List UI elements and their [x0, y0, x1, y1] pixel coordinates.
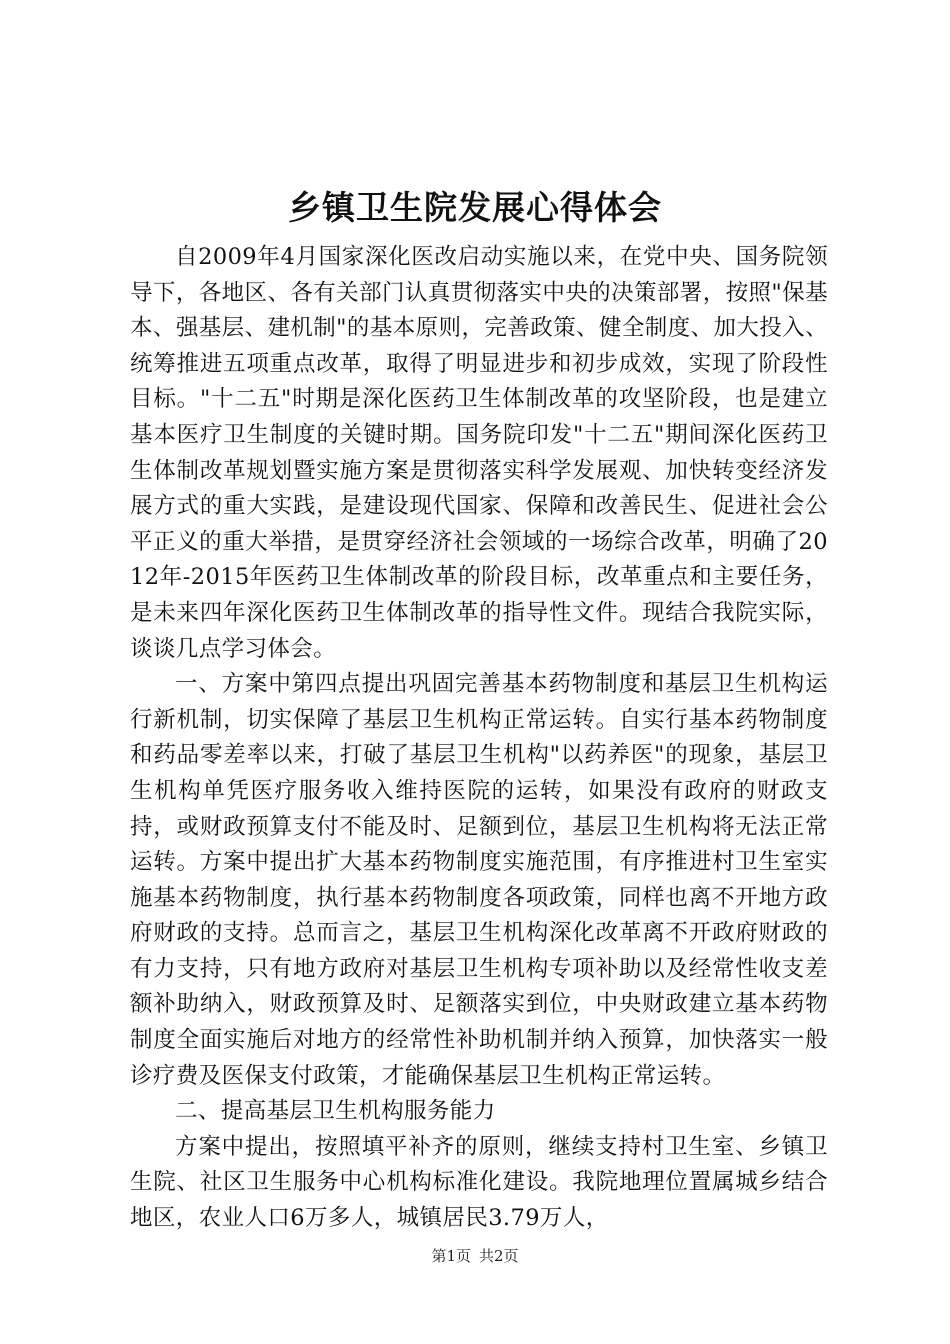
- section-heading-two: 二、提高基层卫生机构服务能力: [175, 1098, 496, 1125]
- document-title: 乡镇卫生院发展心得体会: [288, 188, 662, 227]
- page-footer: [0, 1246, 950, 1266]
- paragraph-intro: 自2009年4月国家深化医改启动实施以来，在党中央、国务院领导下，各地区、各有关部门认真贯彻落实中央的决策部署，按照"保基本、强基层、建机制"的基本原则，完善政策、健全制度、加大投入、统筹推进五项重点改革，取得了明显进步和初步成效，实现了阶段性目标。"十二五"时期是深化医药卫生体制改革的攻坚阶段，也是建立基本医疗卫生制度的关键时期。国务院印发"十二五"期间深化医药卫生体制改革规划暨实施方案是贯彻落实科学发展观、加快转变经济发展方式的重大实践，是建设现代国家、保障和改善民生、促进社会公平正义的重大举措，是贯穿经济社会领域的一场综合改革，明确了2012年-2015年医药卫生体制改革的阶段目标，改革重点和主要任务，是未来四年深化医药卫生体制改革的指导性文件。现结合我院实际，谈谈几点学习体会。: [130, 244, 828, 662]
- paragraph-section-one: 一、方案中第四点提出巩固完善基本药物制度和基层卫生机构运行新机制，切实保障了基层卫生机构正常运转。自实行基本药物制度和药品零差率以来，打破了基层卫生机构"以药养医"的现象，基层卫生机构单凭医疗服务收入维持医院的运转，如果没有政府的财政支持，或财政预算支付不能及时、足额到位，基层卫生机构将无法正常运转。方案中提出扩大基本药物制度实施范围，有序推进村卫生室实施基本药物制度，执行基本药物制度各项政策，同样也离不开地方政府财政的支持。总而言之，基层卫生机构深化改革离不开政府财政的有力支持，只有地方政府对基层卫生机构专项补助以及经常性收支差额补助纳入，财政预算及时、足额落实到位，中央财政建立基本药物制度全面实施后对地方的经常性补助机制并纳入预算，加快落实一般诊疗费及医保支付政策，才能确保基层卫生机构正常运转。: [130, 671, 828, 1089]
- page-number-current: 第1页: [431, 1247, 471, 1265]
- paragraph-section-two: 方案中提出，按照填平补齐的原则，继续支持村卫生室、乡镇卫生院、社区卫生服务中心机构标准化建设。我院地理位置属城乡结合地区，农业人口6万多人，城镇居民3.79万人，: [130, 1133, 828, 1232]
- page-number-total: 共2页: [479, 1247, 519, 1265]
- document-body: [130, 240, 828, 1237]
